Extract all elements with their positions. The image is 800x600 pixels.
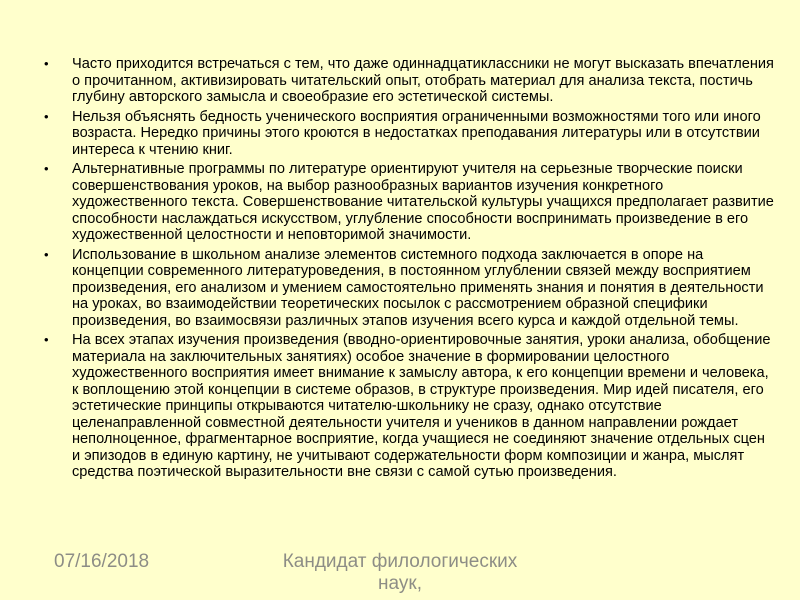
bullet-marker: • [44, 56, 49, 71]
bullet-marker: • [44, 246, 49, 262]
bullet-text: На всех этапах изучения произведения (вводно-ориентировочные занятия, уроки анализа, обобщение материала на заключительных занятиях) особое значение в формировании целостного художественного восприятия имеет внимание к замыслу автора, к его концепции времени и человека, к воплощению этой концепции в системе образов, в структуре произведения. Мир идей писателя, его эстетические принципы открываются читателю-школьнику не сразу, однако отсутствие целенаправленной совместной деятельности учителя и учеников в данном направлении рождает неполноценное, фрагментарное восприятие, когда учащиеся не соединяют значение отдельных сцен и эпизодов в единую картину, не учитывают содержательности форм композиции и жанра, мыслят средства поэтической выразительности вне связи с самой сутью произведения. [72, 332, 771, 480]
bullet-item-4 [44, 247, 774, 330]
bullet-marker: • [44, 332, 49, 347]
bullet-marker: • [44, 161, 49, 176]
footer-date: 07/16/2018 [54, 551, 150, 572]
bullet-text: Альтернативные программы по литературе ориентируют учителя на серьезные творческие поиски совершенствования уроков, на выбор разнообразных вариантов изучения конкретного художественного текста. Совершенствование читательской культуры учащихся предполагает развитие способности наслаждаться искусством, углубление способности воспринимать произведение в его художественной целостности и неповторимой значимости. [72, 161, 774, 243]
bullet-text: Часто приходится встречаться с тем, что даже одиннадцатиклассники не могут высказать впечатления о прочитанном, активизировать читательский опыт, отобрать материал для анализа текста, постичь глубину авторского замысла и своеобразие его эстетической системы. [72, 56, 774, 105]
bullet-marker: • [44, 108, 49, 124]
bullet-item-1 [44, 56, 774, 106]
bullet-text: Использование в школьном анализе элементов системного подхода заключается в опоре на концепции современного литературоведения, в постоянном углублении связей между восприятием произведения, его анализом и умением самостоятельно применять знания и понятия в деятельности на уроках, во взаимодействии теоретических посылок с рассмотрением образной специфики произведения, во взаимосвязи различных этапов изучения всего курса и каждой отдельной темы. [72, 246, 764, 329]
footer-author: Кандидат филологических наук, [282, 551, 518, 594]
bullet-item-5 [44, 332, 774, 481]
bullet-text: Нельзя объяснять бедность ученического восприятия ограниченными возможностями того или иного возраста. Нередко причины этого кроются в недостатках преподавания литературы или в отсутствии интереса к чтению книг. [72, 108, 761, 158]
bullet-item-3 [44, 161, 774, 244]
bullet-list [44, 56, 774, 484]
bullet-item-2 [44, 109, 774, 159]
